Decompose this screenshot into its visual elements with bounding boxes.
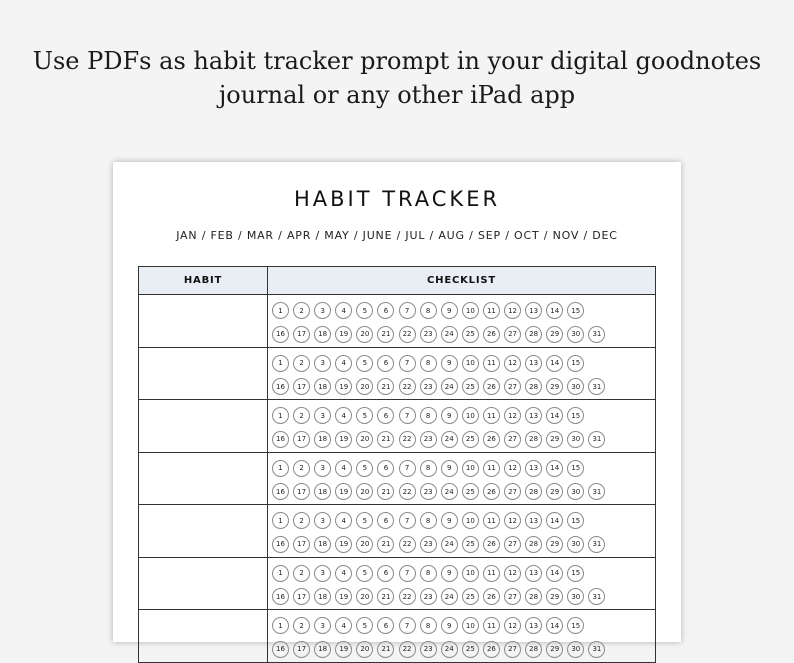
day-checkbox[interactable]: 4 — [335, 512, 352, 529]
day-checkbox[interactable]: 27 — [504, 588, 521, 605]
day-checkbox[interactable]: 12 — [504, 617, 521, 634]
day-checkbox[interactable]: 18 — [314, 431, 331, 448]
day-checkbox[interactable]: 26 — [483, 431, 500, 448]
header-checklist: CHECKLIST — [427, 275, 496, 286]
day-checkbox[interactable]: 18 — [314, 378, 331, 395]
header-habit: HABIT — [139, 267, 268, 294]
day-checkbox[interactable]: 28 — [525, 588, 542, 605]
day-checkbox[interactable]: 3 — [314, 302, 331, 319]
day-checkbox[interactable]: 11 — [483, 617, 500, 634]
day-line-first — [272, 457, 655, 481]
day-checkbox[interactable]: 23 — [420, 378, 437, 395]
day-checkbox[interactable]: 29 — [546, 641, 563, 658]
day-checkbox[interactable]: 15 — [567, 512, 584, 529]
day-line-first — [272, 299, 655, 323]
day-checkbox[interactable]: 13 — [525, 407, 542, 424]
day-checkbox[interactable]: 1 — [272, 565, 289, 582]
day-checkbox[interactable]: 22 — [399, 641, 416, 658]
day-checkbox[interactable]: 6 — [377, 617, 394, 634]
day-checkbox[interactable]: 3 — [314, 617, 331, 634]
day-line-second — [272, 375, 655, 399]
habit-table — [138, 266, 656, 663]
day-checkbox[interactable]: 26 — [483, 483, 500, 500]
day-checkbox[interactable]: 11 — [483, 302, 500, 319]
day-checkbox[interactable]: 16 — [272, 483, 289, 500]
day-checkbox[interactable]: 15 — [567, 355, 584, 372]
day-checkbox[interactable]: 24 — [441, 588, 458, 605]
day-line-second — [272, 638, 655, 662]
day-checkbox[interactable]: 16 — [272, 378, 289, 395]
habit-name-cell[interactable] — [139, 558, 268, 610]
day-checkbox[interactable]: 11 — [483, 355, 500, 372]
day-checkbox[interactable]: 18 — [314, 326, 331, 343]
day-checkbox[interactable]: 8 — [420, 460, 437, 477]
day-checkbox[interactable]: 27 — [504, 378, 521, 395]
day-checkbox[interactable]: 19 — [335, 536, 352, 553]
day-checkbox[interactable]: 22 — [399, 536, 416, 553]
day-checkbox[interactable]: 24 — [441, 326, 458, 343]
day-checkbox[interactable]: 13 — [525, 512, 542, 529]
day-checkbox[interactable]: 17 — [293, 483, 310, 500]
day-checkbox[interactable]: 23 — [420, 326, 437, 343]
promo-line-2: journal or any other iPad app — [218, 81, 576, 109]
day-checkbox[interactable]: 10 — [462, 512, 479, 529]
day-checkbox[interactable]: 24 — [441, 378, 458, 395]
day-checkbox[interactable]: 30 — [567, 536, 584, 553]
day-checkbox[interactable]: 29 — [546, 588, 563, 605]
day-checkbox[interactable]: 5 — [356, 407, 373, 424]
day-checkbox[interactable]: 10 — [462, 407, 479, 424]
day-line-first — [272, 404, 655, 428]
day-checkbox[interactable]: 30 — [567, 431, 584, 448]
day-checkbox[interactable]: 3 — [314, 565, 331, 582]
day-checkbox[interactable]: 18 — [314, 536, 331, 553]
day-checkbox[interactable]: 8 — [420, 565, 437, 582]
day-checkbox[interactable]: 12 — [504, 407, 521, 424]
day-checkbox[interactable]: 10 — [462, 460, 479, 477]
day-checkbox[interactable]: 18 — [314, 641, 331, 658]
day-checkbox[interactable]: 28 — [525, 378, 542, 395]
day-checkbox[interactable]: 8 — [420, 302, 437, 319]
table-header — [139, 267, 655, 295]
day-checkbox[interactable]: 26 — [483, 378, 500, 395]
day-checkbox[interactable]: 5 — [356, 302, 373, 319]
day-checkbox[interactable]: 8 — [420, 355, 437, 372]
day-line-second — [272, 323, 655, 347]
page-title: HABIT TRACKER — [293, 187, 501, 211]
day-checkbox[interactable]: 13 — [525, 355, 542, 372]
day-checkbox[interactable]: 8 — [420, 512, 437, 529]
day-checkbox[interactable]: 30 — [567, 483, 584, 500]
day-checkbox[interactable]: 31 — [588, 536, 605, 553]
day-checkbox[interactable]: 28 — [525, 536, 542, 553]
day-checkbox[interactable]: 10 — [462, 565, 479, 582]
day-checkbox[interactable]: 23 — [420, 588, 437, 605]
day-checkbox[interactable]: 23 — [420, 536, 437, 553]
day-checkbox[interactable]: 17 — [293, 431, 310, 448]
day-checkbox[interactable]: 28 — [525, 483, 542, 500]
day-line-first — [272, 562, 655, 586]
day-checkbox[interactable]: 20 — [356, 326, 373, 343]
day-checkbox[interactable]: 29 — [546, 378, 563, 395]
day-checkbox[interactable]: 21 — [377, 326, 394, 343]
day-checkbox[interactable]: 7 — [399, 617, 416, 634]
day-checkbox[interactable]: 20 — [356, 536, 373, 553]
day-checkbox[interactable]: 21 — [377, 641, 394, 658]
day-checkbox[interactable]: 3 — [314, 407, 331, 424]
day-checkbox[interactable]: 27 — [504, 431, 521, 448]
day-checkbox[interactable]: 4 — [335, 565, 352, 582]
habit-name-cell[interactable] — [139, 453, 268, 505]
day-checkbox[interactable]: 15 — [567, 407, 584, 424]
day-checkbox[interactable]: 31 — [588, 588, 605, 605]
day-checkbox[interactable]: 23 — [420, 483, 437, 500]
day-checkbox[interactable]: 2 — [293, 302, 310, 319]
checklist-cell — [268, 295, 655, 347]
day-checkbox[interactable]: 17 — [293, 378, 310, 395]
day-checkbox[interactable]: 1 — [272, 617, 289, 634]
day-checkbox[interactable]: 17 — [293, 588, 310, 605]
day-line-second — [272, 480, 655, 504]
day-checkbox[interactable]: 20 — [356, 378, 373, 395]
promo-banner — [0, 44, 794, 112]
day-checkbox[interactable]: 15 — [567, 460, 584, 477]
day-checkbox[interactable]: 16 — [272, 588, 289, 605]
day-checkbox[interactable]: 25 — [462, 536, 479, 553]
day-checkbox[interactable]: 18 — [314, 588, 331, 605]
day-checkbox[interactable]: 30 — [567, 378, 584, 395]
day-checkbox[interactable]: 26 — [483, 326, 500, 343]
day-checkbox[interactable]: 25 — [462, 483, 479, 500]
day-checkbox[interactable]: 10 — [462, 302, 479, 319]
day-checkbox[interactable]: 12 — [504, 302, 521, 319]
day-checkbox[interactable]: 25 — [462, 326, 479, 343]
day-checkbox[interactable]: 2 — [293, 407, 310, 424]
day-checkbox[interactable]: 5 — [356, 617, 373, 634]
day-checkbox[interactable]: 14 — [546, 407, 563, 424]
day-checkbox[interactable]: 18 — [314, 483, 331, 500]
day-checkbox[interactable]: 1 — [272, 460, 289, 477]
day-checkbox[interactable]: 20 — [356, 483, 373, 500]
day-checkbox[interactable]: 29 — [546, 483, 563, 500]
day-checkbox[interactable]: 4 — [335, 355, 352, 372]
day-checkbox[interactable]: 17 — [293, 326, 310, 343]
day-checkbox[interactable]: 6 — [377, 302, 394, 319]
day-checkbox[interactable]: 13 — [525, 565, 542, 582]
day-checkbox[interactable]: 13 — [525, 302, 542, 319]
day-checkbox[interactable]: 30 — [567, 588, 584, 605]
day-checkbox[interactable]: 14 — [546, 302, 563, 319]
day-checkbox[interactable]: 6 — [377, 565, 394, 582]
day-checkbox[interactable]: 14 — [546, 460, 563, 477]
table-row — [139, 610, 655, 663]
habit-name-cell[interactable] — [139, 400, 268, 452]
day-checkbox[interactable]: 30 — [567, 641, 584, 658]
day-checkbox[interactable]: 19 — [335, 326, 352, 343]
day-checkbox[interactable]: 21 — [377, 378, 394, 395]
day-checkbox[interactable]: 2 — [293, 355, 310, 372]
day-line-first — [272, 352, 655, 376]
day-checkbox[interactable]: 7 — [399, 407, 416, 424]
day-checkbox[interactable]: 3 — [314, 512, 331, 529]
day-checkbox[interactable]: 3 — [314, 460, 331, 477]
day-checkbox[interactable]: 27 — [504, 641, 521, 658]
month-list: JAN / FEB / MAR / APR / MAY / JUNE / JUL / AUG / SEP / OCT / NOV / DEC — [176, 229, 618, 242]
day-checkbox[interactable]: 31 — [588, 378, 605, 395]
day-checkbox[interactable]: 21 — [377, 536, 394, 553]
day-checkbox[interactable]: 17 — [293, 641, 310, 658]
day-checkbox[interactable]: 31 — [588, 326, 605, 343]
day-checkbox[interactable]: 31 — [588, 431, 605, 448]
day-checkbox[interactable]: 9 — [441, 460, 458, 477]
day-checkbox[interactable]: 11 — [483, 512, 500, 529]
day-checkbox[interactable]: 14 — [546, 512, 563, 529]
day-checkbox[interactable]: 19 — [335, 431, 352, 448]
day-checkbox[interactable]: 2 — [293, 460, 310, 477]
day-checkbox[interactable]: 4 — [335, 302, 352, 319]
day-checkbox[interactable]: 15 — [567, 565, 584, 582]
day-checkbox[interactable]: 24 — [441, 641, 458, 658]
day-checkbox[interactable]: 20 — [356, 588, 373, 605]
table-body — [139, 295, 655, 663]
day-checkbox[interactable]: 24 — [441, 431, 458, 448]
day-checkbox[interactable]: 16 — [272, 326, 289, 343]
day-checkbox[interactable]: 26 — [483, 641, 500, 658]
day-checkbox[interactable]: 9 — [441, 512, 458, 529]
day-checkbox[interactable]: 2 — [293, 565, 310, 582]
day-checkbox[interactable]: 15 — [567, 302, 584, 319]
day-checkbox[interactable]: 5 — [356, 565, 373, 582]
day-checkbox[interactable]: 11 — [483, 407, 500, 424]
day-checkbox[interactable]: 1 — [272, 355, 289, 372]
day-checkbox[interactable]: 28 — [525, 431, 542, 448]
day-line-first — [272, 509, 655, 533]
day-checkbox[interactable]: 28 — [525, 641, 542, 658]
day-checkbox[interactable]: 16 — [272, 641, 289, 658]
day-checkbox[interactable]: 25 — [462, 378, 479, 395]
day-checkbox[interactable]: 22 — [399, 378, 416, 395]
day-checkbox[interactable]: 1 — [272, 512, 289, 529]
day-checkbox[interactable]: 27 — [504, 536, 521, 553]
table-row — [139, 453, 655, 506]
day-checkbox[interactable]: 8 — [420, 407, 437, 424]
day-checkbox[interactable]: 30 — [567, 326, 584, 343]
day-checkbox[interactable]: 29 — [546, 536, 563, 553]
day-checkbox[interactable]: 12 — [504, 355, 521, 372]
day-checkbox[interactable]: 4 — [335, 460, 352, 477]
day-checkbox[interactable]: 7 — [399, 355, 416, 372]
day-checkbox[interactable]: 25 — [462, 641, 479, 658]
day-checkbox[interactable]: 12 — [504, 460, 521, 477]
day-checkbox[interactable]: 3 — [314, 355, 331, 372]
day-checkbox[interactable]: 14 — [546, 355, 563, 372]
day-checkbox[interactable]: 5 — [356, 460, 373, 477]
day-checkbox[interactable]: 27 — [504, 483, 521, 500]
habit-name-cell[interactable] — [139, 505, 268, 557]
day-checkbox[interactable]: 24 — [441, 536, 458, 553]
table-row — [139, 295, 655, 348]
habit-name-cell[interactable] — [139, 295, 268, 347]
day-checkbox[interactable]: 6 — [377, 407, 394, 424]
day-checkbox[interactable]: 28 — [525, 326, 542, 343]
day-checkbox[interactable]: 23 — [420, 431, 437, 448]
day-checkbox[interactable]: 10 — [462, 617, 479, 634]
day-checkbox[interactable]: 22 — [399, 326, 416, 343]
checklist-cell — [268, 348, 655, 400]
day-checkbox[interactable]: 8 — [420, 617, 437, 634]
day-checkbox[interactable]: 11 — [483, 565, 500, 582]
day-checkbox[interactable]: 24 — [441, 483, 458, 500]
checklist-cell — [268, 453, 655, 505]
day-checkbox[interactable]: 19 — [335, 588, 352, 605]
day-checkbox[interactable]: 29 — [546, 431, 563, 448]
day-line-second — [272, 428, 655, 452]
day-checkbox[interactable]: 13 — [525, 460, 542, 477]
day-checkbox[interactable]: 1 — [272, 302, 289, 319]
day-checkbox[interactable]: 15 — [567, 617, 584, 634]
day-checkbox[interactable]: 22 — [399, 588, 416, 605]
checklist-cell — [268, 610, 655, 662]
day-checkbox[interactable]: 9 — [441, 302, 458, 319]
day-line-second — [272, 533, 655, 557]
day-checkbox[interactable]: 13 — [525, 617, 542, 634]
day-checkbox[interactable]: 2 — [293, 617, 310, 634]
day-checkbox[interactable]: 26 — [483, 536, 500, 553]
habit-name-cell[interactable] — [139, 610, 268, 662]
day-checkbox[interactable]: 25 — [462, 431, 479, 448]
day-checkbox[interactable]: 19 — [335, 641, 352, 658]
day-checkbox[interactable]: 9 — [441, 565, 458, 582]
day-checkbox[interactable]: 23 — [420, 641, 437, 658]
day-checkbox[interactable]: 12 — [504, 512, 521, 529]
day-checkbox[interactable]: 7 — [399, 565, 416, 582]
checklist-cell — [268, 505, 655, 557]
day-checkbox[interactable]: 16 — [272, 431, 289, 448]
day-checkbox[interactable]: 27 — [504, 326, 521, 343]
day-checkbox[interactable]: 5 — [356, 355, 373, 372]
day-checkbox[interactable]: 6 — [377, 355, 394, 372]
day-checkbox[interactable]: 21 — [377, 431, 394, 448]
day-checkbox[interactable]: 7 — [399, 512, 416, 529]
day-checkbox[interactable]: 26 — [483, 588, 500, 605]
day-checkbox[interactable]: 20 — [356, 431, 373, 448]
day-checkbox[interactable]: 16 — [272, 536, 289, 553]
day-line-first — [272, 614, 655, 638]
day-checkbox[interactable]: 17 — [293, 536, 310, 553]
table-row — [139, 400, 655, 453]
day-checkbox[interactable]: 5 — [356, 512, 373, 529]
day-checkbox[interactable]: 12 — [504, 565, 521, 582]
day-checkbox[interactable]: 25 — [462, 588, 479, 605]
day-checkbox[interactable]: 14 — [546, 565, 563, 582]
habit-name-cell[interactable] — [139, 348, 268, 400]
day-checkbox[interactable]: 9 — [441, 407, 458, 424]
day-checkbox[interactable]: 19 — [335, 378, 352, 395]
day-checkbox[interactable]: 21 — [377, 483, 394, 500]
day-checkbox[interactable]: 21 — [377, 588, 394, 605]
day-checkbox[interactable]: 9 — [441, 355, 458, 372]
checklist-cell — [268, 558, 655, 610]
table-row — [139, 348, 655, 401]
day-checkbox[interactable]: 6 — [377, 512, 394, 529]
day-checkbox[interactable]: 11 — [483, 460, 500, 477]
day-line-second — [272, 585, 655, 609]
day-checkbox[interactable]: 31 — [588, 641, 605, 658]
day-checkbox[interactable]: 20 — [356, 641, 373, 658]
day-checkbox[interactable]: 1 — [272, 407, 289, 424]
day-checkbox[interactable]: 22 — [399, 431, 416, 448]
day-checkbox[interactable]: 14 — [546, 617, 563, 634]
day-checkbox[interactable]: 4 — [335, 617, 352, 634]
promo-line-1: Use PDFs as habit tracker prompt in your digital goodnotes — [32, 47, 762, 75]
day-checkbox[interactable]: 9 — [441, 617, 458, 634]
day-checkbox[interactable]: 7 — [399, 302, 416, 319]
table-row — [139, 558, 655, 611]
day-checkbox[interactable]: 22 — [399, 483, 416, 500]
day-checkbox[interactable]: 19 — [335, 483, 352, 500]
day-checkbox[interactable]: 7 — [399, 460, 416, 477]
day-checkbox[interactable]: 2 — [293, 512, 310, 529]
checklist-cell — [268, 400, 655, 452]
day-checkbox[interactable]: 6 — [377, 460, 394, 477]
day-checkbox[interactable]: 29 — [546, 326, 563, 343]
table-row — [139, 505, 655, 558]
day-checkbox[interactable]: 10 — [462, 355, 479, 372]
day-checkbox[interactable]: 4 — [335, 407, 352, 424]
day-checkbox[interactable]: 31 — [588, 483, 605, 500]
